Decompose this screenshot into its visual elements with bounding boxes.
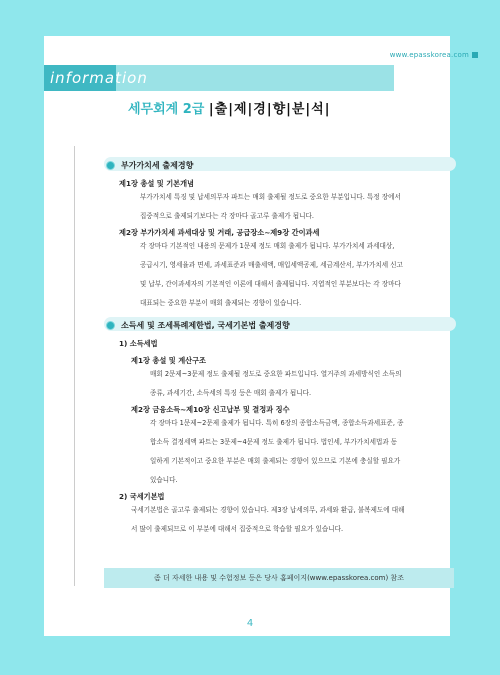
chapter-body xyxy=(150,365,456,403)
square-icon xyxy=(472,52,478,58)
title-main: |출|제|경|향|분|석| xyxy=(208,102,331,117)
footer-note: 좀 더 자세한 내용 및 수험정보 등은 당사 홈페이지(www.epasskorea.com) 참조 xyxy=(154,574,404,582)
page-number: 4 xyxy=(246,618,254,629)
content-border xyxy=(74,146,75,586)
subsection-title: 2) 국세기본법 xyxy=(119,492,165,501)
title-accent: 세무회계 2급 xyxy=(128,102,205,117)
chapter-body xyxy=(140,237,456,313)
text-line: 합소득 결정세액 파트는 3문제~4문제 정도 출제가 됩니다. 법인세, 부가가치세법과 동 xyxy=(150,438,398,446)
text-line: 매회 2문제~3문제 정도 출제될 정도로 중요한 파트입니다. 열거주의 과세방식인 소득의 xyxy=(150,370,402,378)
information-label: information xyxy=(50,69,148,87)
subsection-title: 1) 소득세법 xyxy=(119,339,158,348)
chapter-title: 제1장 총설 및 기본개념 xyxy=(119,179,194,188)
chapter-title: 제2장 부가가치세 과세대상 및 거래, 공급장소~제9장 간이과세 xyxy=(119,228,320,237)
chapter-title: 제2장 금융소득~제10장 신고납부 및 결정과 징수 xyxy=(131,405,290,414)
section-heading-vat xyxy=(106,160,193,171)
bullet-icon xyxy=(106,161,115,170)
chapter-body xyxy=(150,414,456,490)
page-sheet xyxy=(44,36,450,636)
text-line: 종류, 과세기간, 소득세의 특징 등은 매회 출제가 됩니다. xyxy=(150,389,312,397)
text-line: 공급시기, 영세율과 면세, 과세표준과 매출세액, 매입세액공제, 세금계산서, 부가가치세 신고 xyxy=(140,261,403,269)
text-line: 각 장마다 기본적인 내용의 문제가 1문제 정도 매회 출제가 됩니다. 부가가치세 과세대상, xyxy=(140,242,395,250)
site-url xyxy=(390,51,478,59)
site-url-text: www.epasskorea.com xyxy=(389,51,469,59)
section-heading-text: 소득세 및 조세특례제한법, 국세기본법 출제경향 xyxy=(121,321,290,330)
bullet-icon xyxy=(106,321,115,330)
chapter-title: 제1장 총설 및 계산구조 xyxy=(131,356,206,365)
chapter-body xyxy=(140,188,456,226)
text-line: 대표되는 중요한 부분이 매회 출제되는 경향이 있습니다. xyxy=(140,299,302,307)
text-line: 일하게 기본적이고 중요한 부분은 매회 출제되는 경향이 있으므로 기본에 충실할 필요가 xyxy=(150,457,401,465)
text-line: 있습니다. xyxy=(150,476,178,484)
text-line: 집중적으로 출제되기보다는 각 장마다 골고루 출제가 됩니다. xyxy=(140,212,314,220)
subsection-body xyxy=(131,501,456,539)
page-title xyxy=(128,98,331,117)
text-line: 각 장마다 1문제~2문제 출제가 됩니다. 특히 6장의 종합소득금액, 종합소득과세표준, 종 xyxy=(150,419,404,427)
text-line: 및 납부, 간이과세자의 기본적인 이론에 대해서 출제됩니다. 지엽적인 부분보다는 각 장마다 xyxy=(140,280,401,288)
text-line: 국세기본법은 골고루 출제되는 경향이 있습니다. 제3장 납세의무, 과세와 환급, 불복제도에 대해 xyxy=(131,506,405,514)
text-line: 서 많이 출제되므로 이 부분에 대해서 집중적으로 학습할 필요가 있습니다. xyxy=(131,525,344,533)
section-heading-income-tax xyxy=(106,320,290,331)
section-heading-text: 부가가치세 출제경향 xyxy=(121,161,194,170)
text-line: 부가가치세 특징 및 납세의무자 파트는 매회 출제될 정도로 중요한 부분입니다. 특정 장에서 xyxy=(140,193,401,201)
